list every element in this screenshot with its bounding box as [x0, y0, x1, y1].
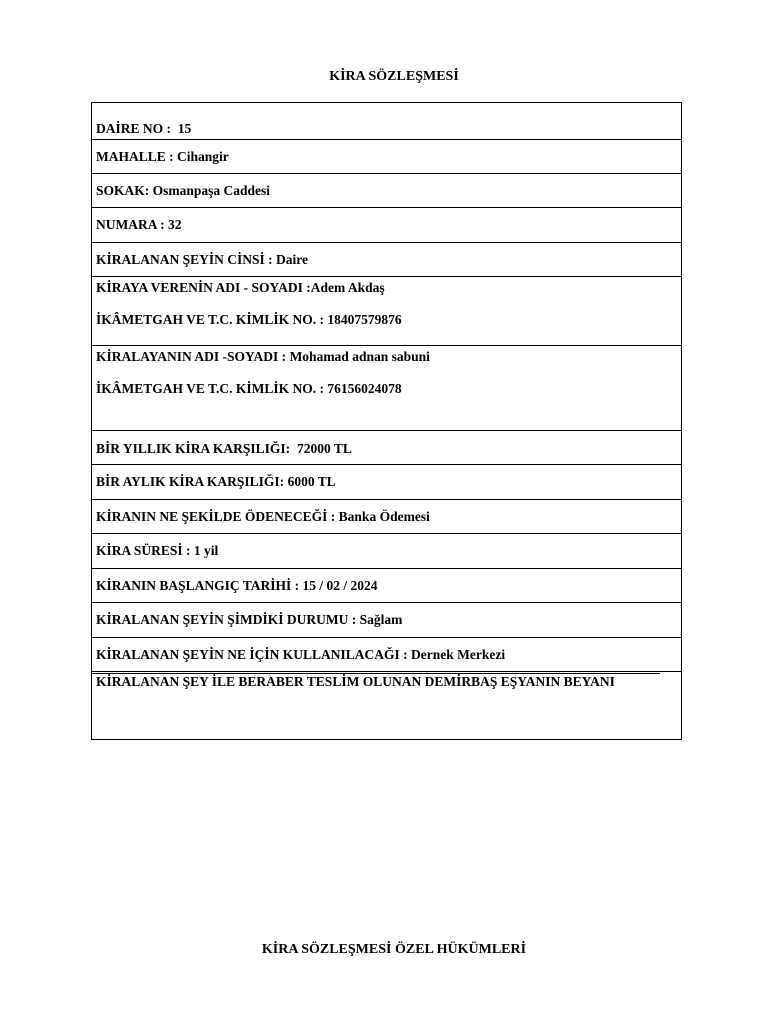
- field-value: Daire: [276, 252, 309, 267]
- field-row-simdiki-durum: [92, 603, 681, 638]
- field-label: KİRANIN NE ŞEKİLDE ÖDENECEĞİ :: [96, 509, 336, 524]
- field-value: 18407579876: [327, 312, 402, 327]
- field-row-daire-no: [92, 103, 681, 140]
- field-row-odeme-sekli: [92, 500, 681, 534]
- field-row-demirbas-beyani: [92, 672, 681, 738]
- field-label: KİRALANAN ŞEYİN CİNSİ :: [96, 252, 273, 267]
- field-row-kiralanan-cinsi: [92, 243, 681, 277]
- document-title: KİRA SÖZLEŞMESİ: [329, 69, 459, 84]
- field-value: 15: [177, 121, 192, 136]
- field-label: NUMARA :: [96, 217, 165, 232]
- field-label: İKÂMETGAH VE T.C. KİMLİK NO. :: [96, 381, 325, 396]
- field-row-mahalle: [92, 140, 681, 174]
- field-row-baslangic-tarihi: [92, 569, 681, 603]
- field-value: 1 yil: [193, 543, 219, 558]
- field-value: Dernek Merkezi: [411, 647, 506, 662]
- field-row-sokak: [92, 174, 681, 208]
- field-value: Osmanpaşa Caddesi: [152, 183, 271, 198]
- field-value: 15 / 02 / 2024: [302, 578, 378, 593]
- field-label: MAHALLE :: [96, 149, 174, 164]
- field-label: KİRA SÜRESİ :: [96, 543, 191, 558]
- field-label: KİRALANAN ŞEY İLE BERABER TESLİM OLUNAN DEMİRBAŞ EŞYANIN BEYANI: [96, 674, 615, 689]
- field-value: 72000 TL: [296, 441, 352, 456]
- field-row-kira-suresi: [92, 534, 681, 569]
- section-title: KİRA SÖZLEŞMESİ ÖZEL HÜKÜMLERİ: [261, 942, 527, 957]
- field-value: 76156024078: [327, 381, 402, 396]
- field-value: Adem Akdaş: [310, 280, 385, 295]
- field-label: KİRALANAN ŞEYİN NE İÇİN KULLANILACAĞI :: [96, 647, 408, 662]
- field-value: 32: [168, 217, 182, 232]
- field-value: Cihangir: [177, 149, 229, 164]
- field-label: SOKAK:: [96, 183, 150, 198]
- field-row-yillik-kira: [92, 431, 681, 465]
- field-value: 6000 TL: [287, 474, 336, 489]
- field-row-kiraya-veren: [92, 277, 681, 346]
- field-row-kiralayan: [92, 346, 681, 431]
- field-value: Banka Ödemesi: [338, 509, 430, 524]
- field-label: BİR AYLIK KİRA KARŞILIĞI:: [96, 474, 285, 489]
- contract-form-table: [91, 102, 682, 740]
- field-label: KİRANIN BAŞLANGIÇ TARİHİ :: [96, 578, 300, 593]
- field-row-numara: [92, 208, 681, 243]
- field-label: İKÂMETGAH VE T.C. KİMLİK NO. :: [96, 312, 325, 327]
- field-label: KİRALAYANIN ADI -SOYADI :: [96, 349, 287, 364]
- field-label: BİR YILLIK KİRA KARŞILIĞI:: [96, 441, 291, 456]
- field-label: DAİRE NO :: [96, 121, 172, 136]
- field-row-kullanim-amaci: [92, 638, 681, 672]
- field-value: Sağlam: [359, 612, 403, 627]
- field-row-aylik-kira: [92, 465, 681, 500]
- field-label: KİRALANAN ŞEYİN ŞİMDİKİ DURUMU :: [96, 612, 357, 627]
- field-label: KİRAYA VERENİN ADI - SOYADI :: [96, 280, 311, 295]
- field-value: Mohamad adnan sabuni: [289, 349, 430, 364]
